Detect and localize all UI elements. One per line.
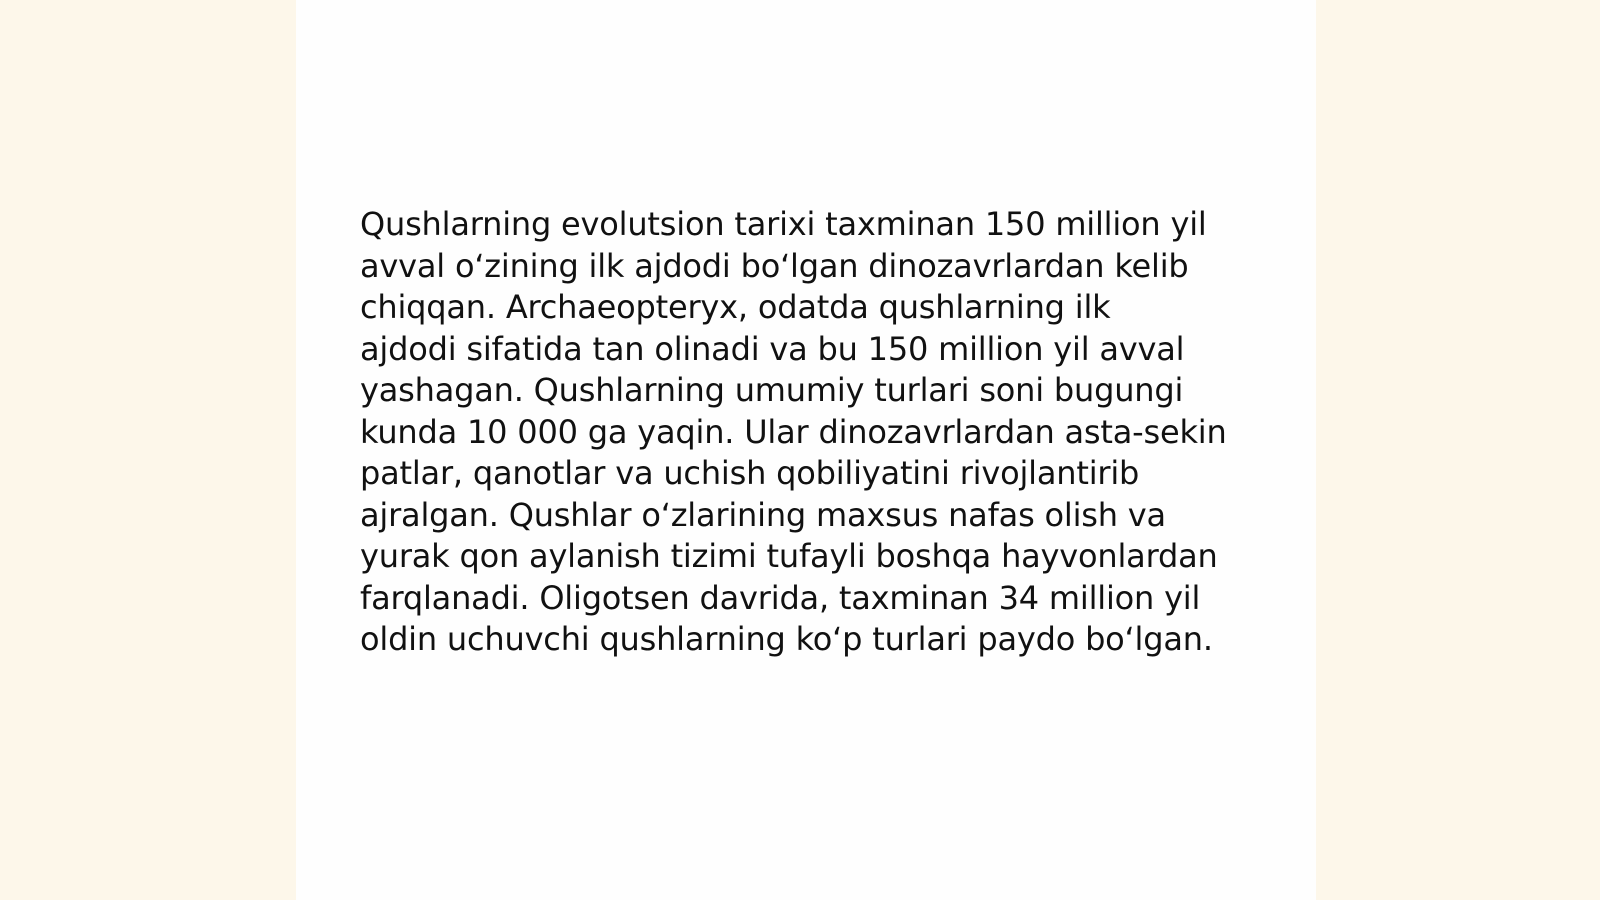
paragraph-line: Qushlarning evolutsion tarixi taxminan 150 million yil [360, 205, 1207, 243]
paragraph-line: ajralgan. Qushlar o‘zlarining maxsus nafas olish va [360, 495, 1166, 534]
paragraph-line: farqlanadi. Oligotsen davrida, taxminan 34 million yil [360, 578, 1201, 617]
body-paragraph [360, 204, 1260, 661]
paragraph-line: ajdodi sifatida tan olinadi va bu 150 million yil avval [360, 329, 1185, 368]
paragraph-line: avval o‘zining ilk ajdodi bo‘lgan dinozavrlardan kelib [360, 246, 1189, 285]
paragraph-line: yurak qon aylanish tizimi tufayli boshqa hayvonlardan [360, 537, 1218, 575]
left-margin [0, 0, 296, 900]
paragraph-line: patlar, qanotlar va uchish qobiliyatini rivojlantirib [360, 454, 1140, 492]
paragraph-line: chiqqan. Archaeopteryx, odatda qushlarning ilk [360, 288, 1111, 326]
paragraph-line: yashagan. Qushlarning umumiy turlari soni bugungi [360, 371, 1184, 409]
paragraph-line: kunda 10 000 ga yaqin. Ular dinozavrlardan asta-sekin [360, 412, 1227, 451]
paragraph-line: oldin uchuvchi qushlarning ko‘p turlari paydo bo‘lgan. [360, 620, 1213, 658]
slide-page [296, 0, 1316, 900]
right-margin [1316, 0, 1600, 900]
